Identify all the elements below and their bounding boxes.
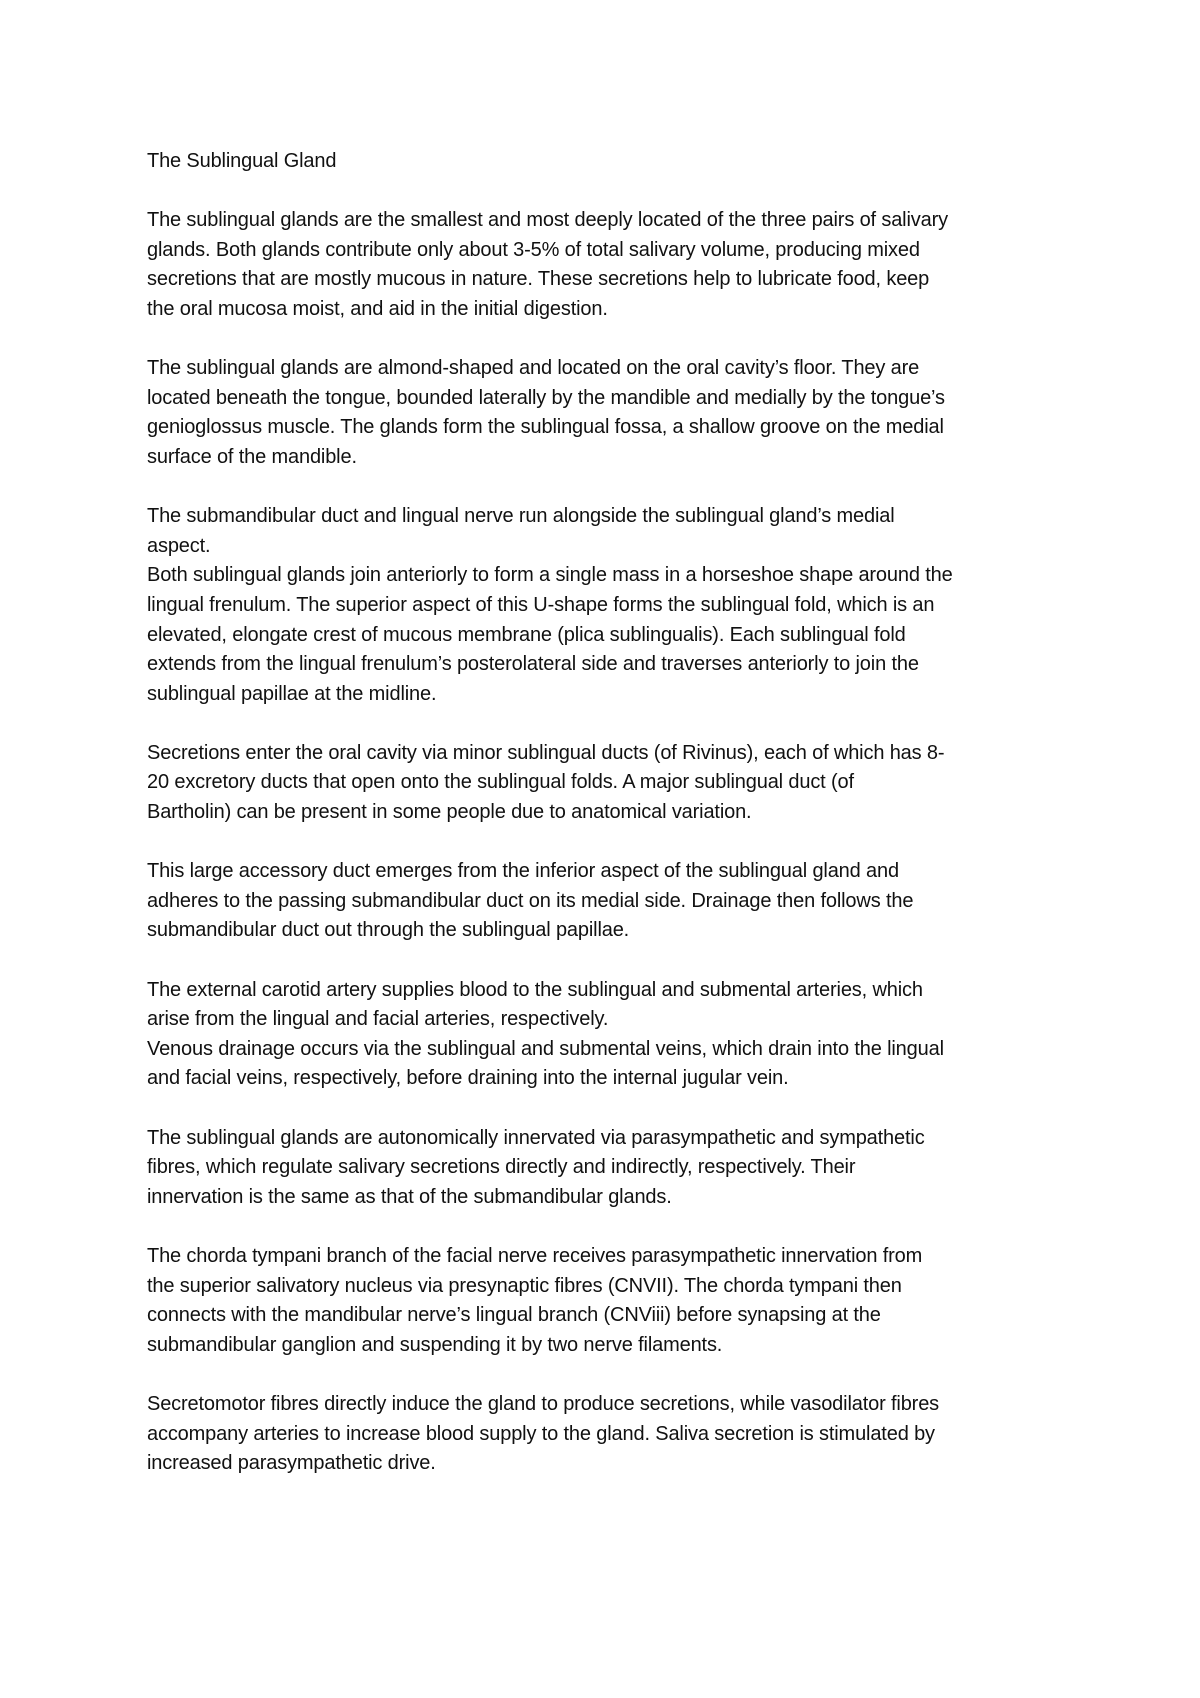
text-line: Venous drainage occurs via the sublingual and submental veins, which drain into the lingual	[147, 1037, 944, 1060]
text-line: secretions that are mostly mucous in nature. These secretions help to lubricate food, keep	[147, 268, 930, 291]
text-line: surface of the mandible.	[147, 445, 357, 468]
text-line: Secretomotor fibres directly induce the gland to produce secretions, while vasodilator fibres	[147, 1392, 940, 1415]
text-line: The sublingual glands are autonomically innervated via parasympathetic and sympathetic	[147, 1126, 925, 1149]
text-line: fibres, which regulate salivary secretions directly and indirectly, respectively. Their	[147, 1156, 856, 1179]
text-line: located beneath the tongue, bounded laterally by the mandible and medially by the tongue’s	[147, 386, 945, 409]
text-line: lingual frenulum. The superior aspect of this U-shape forms the sublingual fold, which is an	[147, 593, 935, 616]
text-line: extends from the lingual frenulum’s posterolateral side and traverses anteriorly to join the	[147, 653, 919, 676]
text-line: submandibular ganglion and suspending it by two nerve filaments.	[147, 1333, 723, 1356]
text-line: elevated, elongate crest of mucous membrane (plica sublingualis). Each sublingual fold	[147, 623, 906, 646]
document-text	[147, 206, 1067, 1479]
text-line: The chorda tympani branch of the facial nerve receives parasympathetic innervation from	[147, 1244, 923, 1267]
text-line: innervation is the same as that of the submandibular glands.	[147, 1185, 672, 1208]
text-line: the superior salivatory nucleus via presynaptic fibres (CNVII). The chorda tympani then	[147, 1274, 902, 1297]
text-line: genioglossus muscle. The glands form the sublingual fossa, a shallow groove on the medial	[147, 416, 944, 439]
text-line: glands. Both glands contribute only about 3-5% of total salivary volume, producing mixed	[147, 238, 920, 261]
text-line: aspect.	[147, 534, 211, 557]
text-line: increased parasympathetic drive.	[147, 1452, 436, 1475]
text-line: The sublingual glands are almond-shaped and located on the oral cavity’s floor. They are	[147, 357, 920, 380]
paragraph-gap	[147, 946, 1067, 976]
paragraph-gap	[147, 177, 1067, 207]
text-line: Bartholin) can be present in some people due to anatomical variation.	[147, 801, 752, 824]
paragraph-gap	[147, 1360, 1067, 1390]
paragraph-gap	[147, 1212, 1067, 1242]
text-line: The external carotid artery supplies blood to the sublingual and submental arteries, which	[147, 978, 923, 1001]
text-line: accompany arteries to increase blood supply to the gland. Saliva secretion is stimulated by	[147, 1422, 935, 1445]
text-line: Secretions enter the oral cavity via minor sublingual ducts (of Rivinus), each of which has 8-	[147, 741, 945, 764]
text-line: Both sublingual glands join anteriorly to form a single mass in a horseshoe shape around the	[147, 564, 953, 587]
paragraph-gap	[147, 828, 1067, 858]
text-line: This large accessory duct emerges from the inferior aspect of the sublingual gland and	[147, 860, 899, 883]
text-line: 20 excretory ducts that open onto the sublingual folds. A major sublingual duct (of	[147, 771, 854, 794]
paragraph-gap	[147, 1094, 1067, 1124]
text-line: arise from the lingual and facial arteries, respectively.	[147, 1008, 609, 1031]
paragraph-gap	[147, 473, 1067, 503]
text-line: The sublingual glands are the smallest and most deeply located of the three pairs of salivary	[147, 209, 948, 232]
document-body	[147, 147, 1067, 1479]
paragraph-gap	[147, 709, 1067, 739]
text-line: the oral mucosa moist, and aid in the initial digestion.	[147, 297, 608, 320]
text-line: connects with the mandibular nerve’s lingual branch (CNViii) before synapsing at the	[147, 1304, 881, 1327]
text-line: The submandibular duct and lingual nerve run alongside the sublingual gland’s medial	[147, 505, 895, 528]
text-line: adheres to the passing submandibular duct on its medial side. Drainage then follows the	[147, 889, 914, 912]
text-line: and facial veins, respectively, before draining into the internal jugular vein.	[147, 1067, 789, 1090]
text-line: sublingual papillae at the midline.	[147, 682, 437, 705]
document-title: The Sublingual Gland	[147, 150, 337, 172]
text-line: submandibular duct out through the sublingual papillae.	[147, 919, 630, 942]
paragraph-gap	[147, 325, 1067, 355]
